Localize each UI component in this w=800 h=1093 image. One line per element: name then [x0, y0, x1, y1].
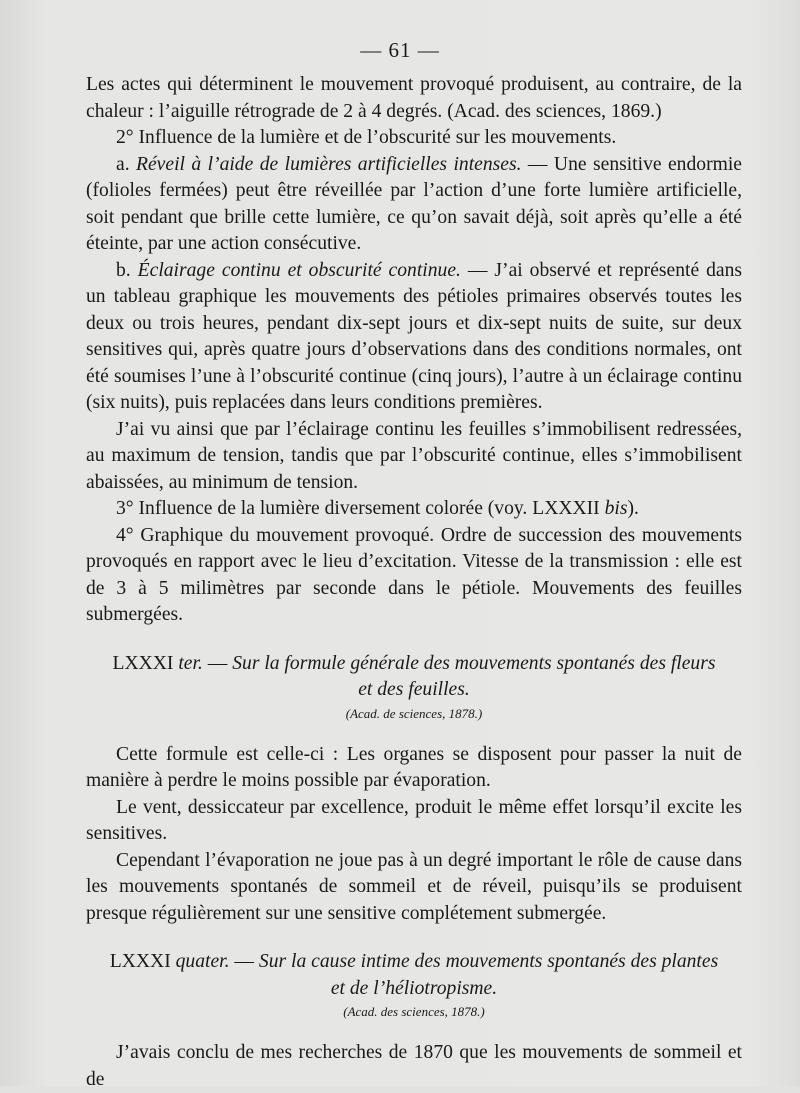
paragraph-text: — Une sensitive endormie (folioles fermées) peut être réveillée par l’action d’une forte lumière artificielle, soit pendant que brille cette lumière, ce qu’on savait déjà, soit après qu’elle a été éteinte, par une action consécutive. — [86, 153, 742, 254]
section-number: LXXXI — [109, 951, 176, 972]
section-source: (Acad. de sciences, 1878.) — [345, 705, 483, 721]
heading-dash: — — [202, 652, 233, 674]
paragraph: Les actes qui déterminent le mouvement provoqué produisent, au contraire, de la chaleur : l’aiguille rétrograde de 2 à 4 degrés. (Acad. des sciences, 1869.) — [86, 74, 742, 122]
section-number-suffix: ter. — [178, 652, 203, 674]
italic-subheading: Réveil à l’aide de lumières artificielles intenses. — [136, 153, 522, 175]
paragraph: Cette formule est celle-ci : Les organes se disposent pour passer la nuit de manière à perdre le moins possible par évaporation. — [86, 743, 742, 791]
paragraph: J’ai vu ainsi que par l’éclairage continu les feuilles s’immobilisent redressées, au maximum de tension, tandis que par l’obscurité continue, elles s’immobilisent abaissées, au minimum de tension. — [86, 418, 742, 493]
italic-text: bis — [604, 498, 628, 519]
paragraph-text: — J’ai observé et représenté dans un tableau graphique les mouvements des pétioles primaires observés toutes les deux ou trois heures, pendant dix-sept jours et dix-sept nuits de suite, sur deux sensitives qui, après quatre jours d’observations dans des conditions normales, ont été soumises l’une à l’obscurité continue (cinq jours), l’autre à un éclairage continu (six nuits), puis replacées dans leurs conditions premières. — [86, 259, 743, 413]
paragraph — [86, 258, 742, 417]
section-heading — [86, 651, 742, 704]
paragraph — [86, 152, 742, 258]
page-number: — 61 — — [360, 38, 440, 62]
section-title: Sur la formule générale des mouvements spontanés des fleurs — [232, 652, 716, 674]
list-marker: a. — [116, 153, 137, 175]
paragraph: J’avais conclu de mes recherches de 1870 que les mouvements de sommeil et de — [86, 1042, 742, 1090]
list-marker: b. — [116, 259, 138, 281]
section-number-suffix: quater. — [175, 951, 230, 972]
italic-subheading: Éclairage continu et obscurité continue. — [137, 259, 461, 281]
section-heading — [86, 949, 742, 1002]
section-title-line2: et des feuilles. — [358, 679, 470, 700]
section-source: (Acad. des sciences, 1878.) — [343, 1004, 485, 1019]
paragraph: 2° Influence de la lumière et de l’obscurité sur les mouvements. — [116, 127, 617, 148]
paragraph: Le vent, dessiccateur par excellence, produit le même effet lorsqu’il excite les sensitives. — [86, 796, 742, 844]
paragraph: 4° Graphique du mouvement provoqué. Ordre de succession des mouvements provoqués en rapport avec le lieu d’excitation. Vitesse de la transmission : elle est de 3 à 5 milimètres par seconde dans le pétiole. Mouvements des feuilles submergées. — [86, 524, 742, 625]
section-title-line2: et de l’héliotropisme. — [330, 977, 498, 999]
paragraph-text: 3° Influence de la lumière diversement colorée (voy. LXXXII — [116, 498, 605, 519]
heading-dash: — — [229, 951, 259, 972]
section-title: Sur la cause intime des mouvements spontanés des plantes — [258, 951, 719, 972]
page-body — [86, 72, 742, 1093]
section-number: LXXXI — [112, 652, 179, 674]
paragraph: Cependant l’évaporation ne joue pas à un degré important le rôle de cause dans les mouvements spontanés de sommeil et de réveil, puisqu’ils se produisent presque régulièrement sur une sensitive complétement submergée. — [86, 849, 742, 924]
paragraph — [86, 496, 742, 523]
paragraph-text: ). — [627, 498, 639, 519]
